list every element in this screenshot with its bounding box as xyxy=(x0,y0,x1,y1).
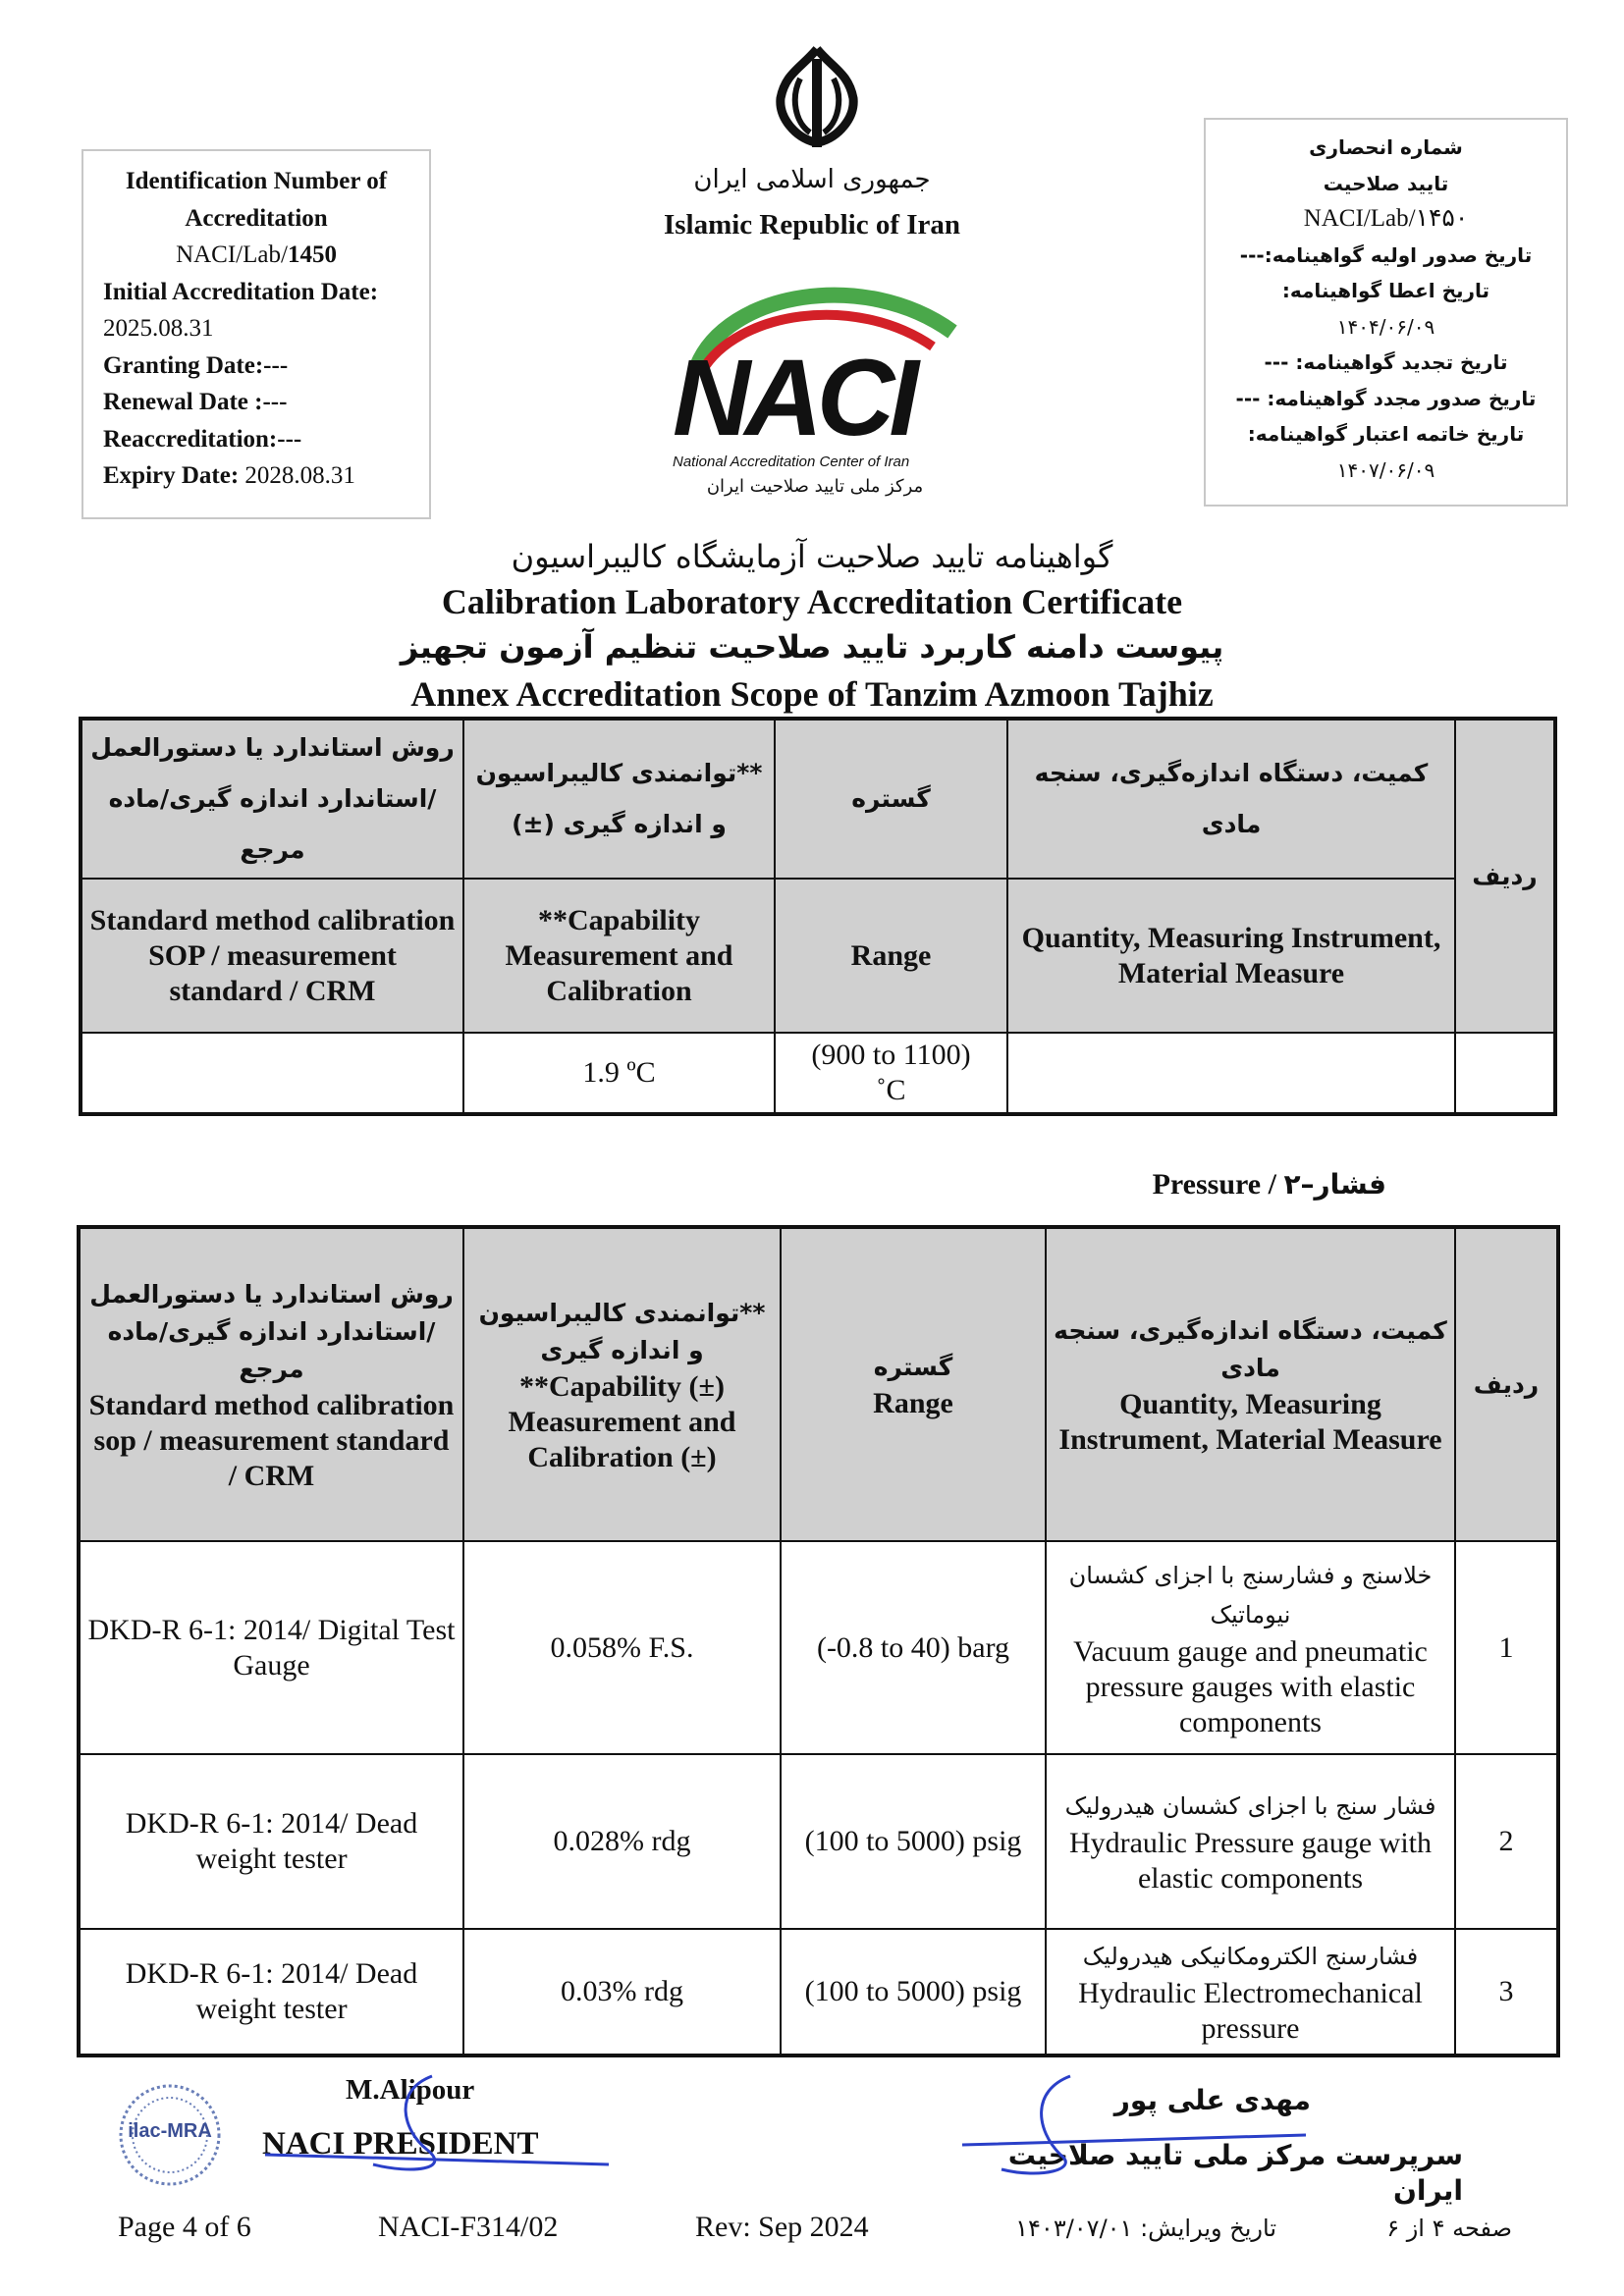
id-prefix: NACI/Lab/ xyxy=(176,241,288,268)
form-code: NACI-F314/02 xyxy=(378,2211,559,2243)
header-range-fa: گستره xyxy=(775,719,1007,879)
cell-index: 3 xyxy=(1455,1929,1558,2056)
granting-value-fa: ۱۴۰۴/۰۶/۰۹ xyxy=(1336,314,1435,339)
section-pressure-title xyxy=(982,1168,1386,1201)
title-en: Calibration Laboratory Accreditation Certificate xyxy=(441,582,1183,621)
ilac-text: ilac-MRA xyxy=(128,2120,212,2142)
table-row xyxy=(79,1754,1558,1929)
section-title-fa: ۲–فشار xyxy=(1283,1168,1386,1201)
cell-quantity: فشارسنج الکترومکانیکی هیدرولیک Hydraulic Electromechanical pressure xyxy=(1046,1929,1455,2056)
header-range-en: Range xyxy=(775,879,1007,1033)
ilac-mra-logo xyxy=(116,2081,224,2189)
page-number-fa: صفحه ۴ از ۶ xyxy=(1386,2215,1512,2242)
expiry-value: 2028.08.31 xyxy=(244,462,355,489)
cell-quantity: فشار سنج با اجزای کشسان هیدرولیک Hydraulic Pressure gauge with elastic components xyxy=(1046,1754,1455,1929)
signature-fa xyxy=(962,2071,1316,2194)
annex-title-fa: پیوست دامنه کاربرد تایید صلاحیت تنظیم آزمون تجهیز xyxy=(400,628,1224,666)
header-quantity: کمیت، دستگاه اندازه‌گیری، سنجه مادی Quantity, Measuring Instrument, Material Measure xyxy=(1046,1227,1455,1541)
cell-cmc: 0.028% rdg xyxy=(463,1754,781,1929)
id-label: Identification Number of Accreditation xyxy=(125,168,388,232)
iran-emblem xyxy=(761,44,874,152)
cell-range: (100 to 5000) psig xyxy=(781,1929,1046,2056)
header-quantity-fa: کمیت، دستگاه اندازه‌گیری، سنجه مادی xyxy=(1007,719,1455,879)
scope-table-2 xyxy=(77,1225,1560,2057)
id-fa: NACI/Lab/۱۴۵۰ xyxy=(1303,205,1469,232)
initial-fa: تاریخ صدور اولیه گواهینامه:--- xyxy=(1239,242,1533,267)
annex-title-en: Annex Accreditation Scope of Tanzim Azmoon Tajhiz xyxy=(410,674,1214,714)
id-value xyxy=(103,237,409,274)
header-quantity-en: Quantity, Measuring Instrument, Material Measure xyxy=(1007,879,1455,1033)
revision: Rev: Sep 2024 xyxy=(695,2211,869,2243)
header-cmc-en: **Capability Measurement and Calibration xyxy=(463,879,775,1033)
table-row xyxy=(79,1541,1558,1754)
cell-range: (-0.8 to 40) barg xyxy=(781,1541,1046,1754)
cell-method: DKD-R 6-1: 2014/ Digital Test Gauge xyxy=(79,1541,463,1754)
accreditation-info-box xyxy=(81,149,431,519)
cell-index: 1 xyxy=(1455,1541,1558,1754)
table-row xyxy=(79,1929,1558,2056)
title-fa: گواهینامه تایید صلاحیت آزمایشگاه کالیبراسیون xyxy=(511,538,1113,575)
header-method: روش استاندارد یا دستورالعمل /استاندارد اندازه گیری/ماده مرجع Standard method calibration sop / measurement standard / CRM xyxy=(79,1227,463,1541)
id-number: 1450 xyxy=(287,241,337,268)
granting-label-fa: تاریخ اعطا گواهینامه: xyxy=(1281,279,1490,302)
header-method-en: Standard method calibration SOP / measurement standard / CRM xyxy=(81,879,463,1033)
naci-logo xyxy=(668,273,962,508)
reissue-fa: تاریخ صدور مجدد گواهینامه: --- xyxy=(1235,386,1537,410)
expiry-value-fa: ۱۴۰۷/۰۶/۰۹ xyxy=(1336,457,1435,482)
country-en: Islamic Republic of Iran xyxy=(663,209,961,240)
header-range: گستره Range xyxy=(781,1227,1046,1541)
cell-method xyxy=(81,1033,463,1114)
line2: تایید صلاحیت xyxy=(1323,171,1449,195)
accreditation-info-box-fa xyxy=(1204,118,1568,507)
cell-index: 2 xyxy=(1455,1754,1558,1929)
cell-index xyxy=(1455,1033,1555,1114)
logo-text: NACI xyxy=(673,338,913,458)
header-cmc: **توانمندی کالیبراسیون و اندازه گیری **Capability (±) Measurement and Calibration (±) xyxy=(463,1227,781,1541)
section-title-en: Pressure / xyxy=(1152,1168,1284,1201)
scope-table-1 xyxy=(79,717,1557,1116)
header-index-fa: ردیف xyxy=(1455,719,1555,1033)
cell-range: (100 to 5000) psig xyxy=(781,1754,1046,1929)
cell-quantity: خلاسنج و فشارسنج با اجزای کشسان نیوماتیک Vacuum gauge and pneumatic pressure gauges with elastic components xyxy=(1046,1541,1455,1754)
revision-fa: تاریخ ویرایش: ۱۴۰۳/۰۷/۰۱ xyxy=(1015,2215,1276,2242)
logo-subtitle-en: National Accreditation Center of Iran xyxy=(673,454,910,470)
expiry-label-fa: تاریخ خاتمه اعتبار گواهینامه: xyxy=(1247,422,1525,446)
expiry-label: Expiry Date: xyxy=(103,462,240,489)
header-index: ردیف xyxy=(1455,1227,1558,1541)
header-method-fa: روش استاندارد یا دستورالعمل /استاندارد اندازه گیری/ماده مرجع xyxy=(81,719,463,879)
table-row xyxy=(81,1033,1555,1114)
cell-quantity xyxy=(1007,1033,1455,1114)
signature-en xyxy=(255,2071,619,2184)
cell-cmc: 0.058% F.S. xyxy=(463,1541,781,1754)
signer-name-en: M.Alipour xyxy=(346,2074,475,2106)
cell-method: DKD-R 6-1: 2014/ Dead weight tester xyxy=(79,1929,463,2056)
cell-cmc: 1.9 ºC xyxy=(463,1033,775,1114)
signer-title-fa: سرپرست مرکز ملی تایید صلاحیت ایران xyxy=(1007,2139,1463,2207)
signer-name-fa: مهدی علی پور xyxy=(1113,2084,1311,2116)
initial-label: Initial Accreditation Date: xyxy=(103,278,379,305)
logo-subtitle-fa: مرکز ملی تایید صلاحیت ایران xyxy=(706,476,924,497)
reaccreditation-label: Reaccreditation:--- xyxy=(103,425,302,453)
line1: شماره انحصاری xyxy=(1309,135,1463,159)
renewal-fa: تاریخ تجدید گواهینامه: --- xyxy=(1264,350,1508,374)
cell-method: DKD-R 6-1: 2014/ Dead weight tester xyxy=(79,1754,463,1929)
initial-value: 2025.08.31 xyxy=(103,315,214,342)
header-cmc-fa: **توانمندی کالیبراسیون و اندازه گیری (±) xyxy=(463,719,775,879)
granting-label: Granting Date:--- xyxy=(103,351,289,379)
page-number-en: Page 4 of 6 xyxy=(118,2211,251,2243)
country-fa: جمهوری اسلامی ایران xyxy=(693,165,931,194)
renewal-label: Renewal Date :--- xyxy=(103,389,288,415)
cell-range: (900 to 1100) ˚C xyxy=(775,1033,1007,1114)
signer-title-en: NACI PRESIDENT xyxy=(262,2126,539,2162)
cell-cmc: 0.03% rdg xyxy=(463,1929,781,2056)
